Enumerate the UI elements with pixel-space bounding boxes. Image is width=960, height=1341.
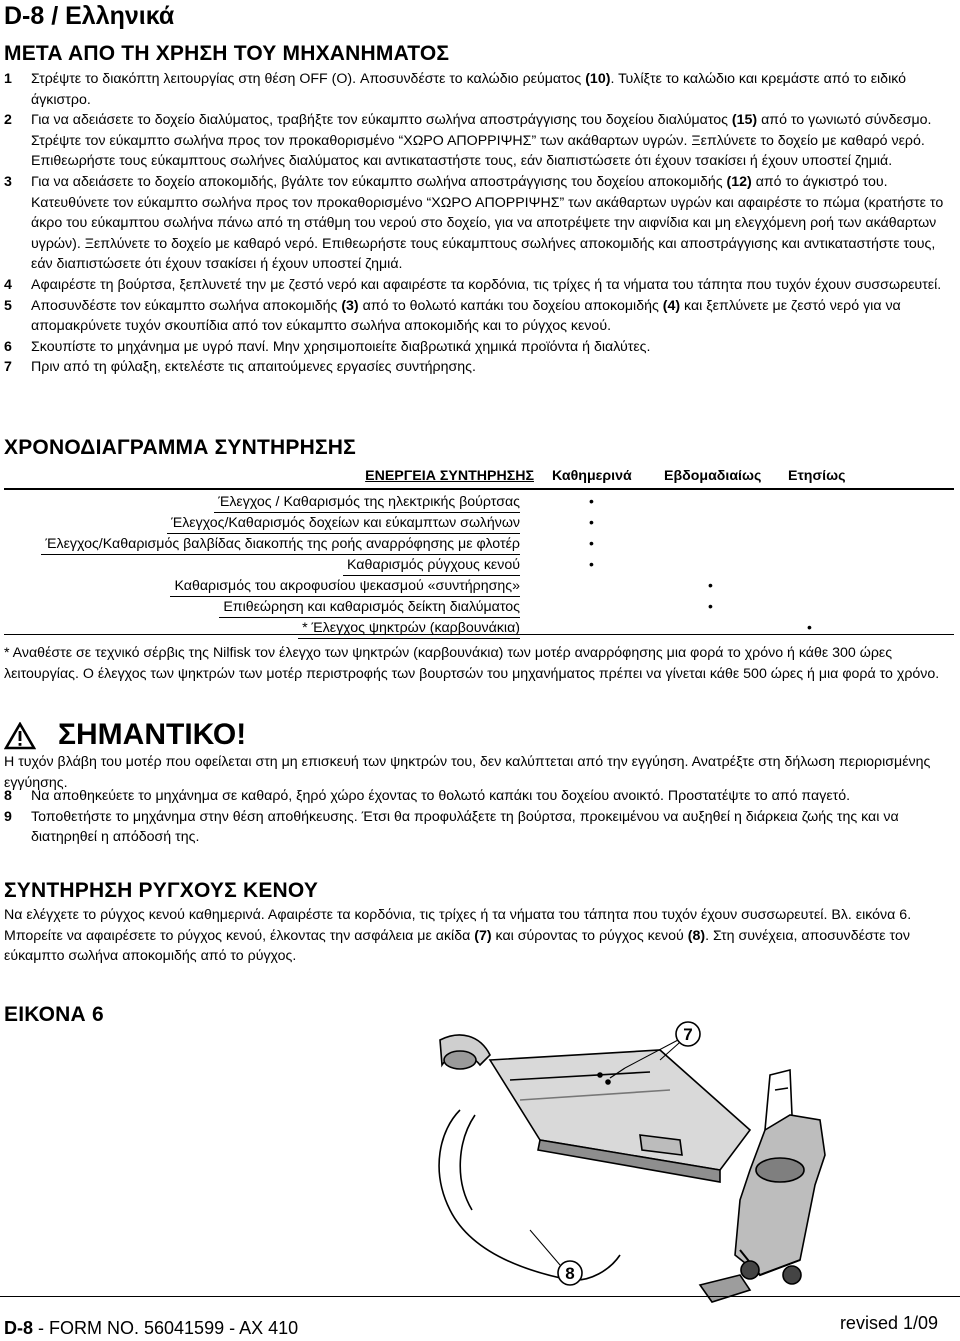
header-yearly: Ετησίως	[788, 468, 846, 484]
figure-6-illustration	[420, 1020, 940, 1320]
step-number: 1	[4, 71, 12, 87]
table-row	[4, 555, 954, 576]
table-header	[4, 468, 954, 488]
storage-steps	[4, 786, 954, 848]
frequency-bullet: •	[708, 598, 713, 614]
figure-title: ΕΙΚΟΝΑ 6	[4, 1003, 104, 1026]
footer-revision: revised 1/09	[839, 1313, 938, 1333]
task-cell: Έλεγχος / Καθαρισμός της ηλεκτρικής βούρτσας	[214, 492, 520, 513]
after-use-steps	[4, 69, 954, 378]
table-row	[4, 492, 954, 513]
step-text: Στρέψτε το διακόπτη λειτουργίας στη θέση OFF (O). Αποσυνδέστε το καλώδιο ρεύματος (10). Τυλίξτε το καλώδιο και κρεμάστε από το ειδικό άγκιστρο.	[31, 71, 907, 108]
table-bottom-rule	[4, 634, 954, 635]
task-cell: Καθαρισμός του ακροφυσίου ψεκασμού «συντήρησης»	[170, 576, 520, 597]
footer-form: - FORM NO. 56041599 - AX 410	[33, 1318, 299, 1338]
table-row	[4, 597, 954, 618]
frequency-bullet: •	[589, 493, 594, 509]
step-text: Για να αδειάσετε το δοχείο αποκομιδής, βγάλτε τον εύκαμπτο σωλήνα αποστράγγισης του δοχείου αποκομιδής (12) από το άγκιστρό του. Κατευθύνετε τον εύκαμπτο σωλήνα προς τον προκαθορισμένο “ΧΩΡΟ ΑΠΟΡΡΙΨΗΣ” των ακάθαρτων υγρών και αφαιρέστε το πώμα (κρατήστε το άκρο του εύκαμπτου σωλήνα πάνω από τη στάθμη του νερού στο δοχείο, για να αποτρέψετε την αιφνίδια και μη ελεγχόμενη ροή των ακάθαρτων υγρών). Ξεπλύνετε το δοχείο με καθαρό νερό. Επιθεωρήστε τους εύκαμπτους σωλήνες αποκομιδής και αποστράγγισης και αντικαταστήστε τους, εάν διαπιστώσετε ότι έχουν τσακίσει ή έχουν υποστεί ζημιά.	[31, 173, 944, 273]
section-title-maintenance-schedule: ΧΡΟΝΟΔΙΑΓΡΑΜΜΑ ΣΥΝΤΗΡΗΣΗΣ	[4, 436, 356, 459]
list-item	[4, 786, 954, 807]
step-text: Να αποθηκεύετε το μηχάνημα σε καθαρό, ξηρό χώρο έχοντας το θολωτό καπάκι του δοχείου ανοικτό. Προστατέψτε το από παγετό.	[31, 788, 851, 804]
frequency-bullet: •	[708, 577, 713, 593]
task-cell: Έλεγχος/Καθαρισμός βαλβίδας διακοπής της ροής αναρρόφησης με φλοτέρ	[41, 534, 520, 555]
callout-7: 7	[683, 1025, 693, 1044]
list-item	[4, 275, 954, 296]
table-row	[4, 513, 954, 534]
task-cell: Καθαρισμός ρύγχους κενού	[343, 555, 520, 576]
header-daily: Καθημερινά	[552, 468, 632, 484]
frequency-bullet: •	[807, 619, 812, 635]
task-cell: * Έλεγχος ψηκτρών (καρβουνάκια)	[298, 618, 520, 639]
frequency-bullet: •	[589, 535, 594, 551]
section-title-vacuum-shoe: ΣΥΝΤΗΡΗΣΗ ΡΥΓΧΟΥΣ ΚΕΝΟΥ	[4, 879, 319, 902]
frequency-bullet: •	[589, 556, 594, 572]
step-text: Αφαιρέστε τη βούρτσα, ξεπλυνετέ την με ζεστό νερό και αφαιρέστε τα κορδόνια, τις τρίχες ή τα νήματα του τάπητα που τυχόν έχουν συσσωρευτεί.	[31, 276, 942, 293]
header-rule	[4, 488, 954, 490]
page-title: D-8 / Ελληνικά	[4, 2, 175, 30]
task-cell: Επιθεώρηση και καθαρισμός δείκτη διαλύματος	[219, 597, 520, 618]
list-item	[4, 337, 954, 358]
header-activity: ΕΝΕΡΓΕΙΑ ΣΥΝΤΗΡΗΣΗΣ	[365, 468, 534, 484]
footer-rule	[0, 1296, 960, 1297]
brush-service-note: * Αναθέστε σε τεχνικό σέρβις της Nilfisk τον έλεγχο των ψηκτρών (καρβουνάκια) των μοτέρ αναρρόφησης μια φορά το χρόνο ή κάθε 300 ώρες λειτουργίας. Ο έλεγχος των ψηκτρών των μοτέρ περιστροφής των βουρτσών του μηχανήματος πρέπει να γίνεται κάθε 500 ώρες ή μια φορά το χρόνο.	[4, 645, 940, 682]
step-number: 2	[4, 112, 12, 129]
important-text: Η τυχόν βλάβη του μοτέρ που οφείλεται στη μη επισκευή των ψηκτρών του, δεν καλύπτεται από την εγγύηση. Ανατρέξτε στη δήλωση περιορισμένης εγγύησης.	[4, 754, 931, 791]
step-text: Σκουπίστε το μηχάνημα με υγρό πανί. Μην χρησιμοποιείτε διαβρωτικά χημικά προϊόντα ή διαλύτες.	[31, 338, 651, 355]
machine-body	[735, 1115, 825, 1275]
list-item	[4, 296, 954, 337]
list-item	[4, 357, 954, 378]
warning-icon	[4, 722, 36, 750]
step-text: Για να αδειάσετε το δοχείο διαλύματος, τραβήξτε τον εύκαμπτο σωλήνα αποστράγγισης του δοχείου διαλύματος (15) από το γωνιωτό σύνδεσμο. Στρέψτε τον εύκαμπτο σωλήνα προς τον προκαθορισμένο “ΧΩΡΟ ΑΠΟΡΡΙΨΗΣ” των ακάθαρτων υγρών. Ξεπλύνετε το δοχείο με καθαρό νερό. Επιθεωρήστε τους εύκαμπτους σωλήνες διαλύματος και αντικαταστήστε τους, εάν διαπιστώσετε ότι έχουν τσακίσει ή έχουν υποστεί ζημιά.	[31, 112, 932, 170]
list-item	[4, 110, 954, 172]
section-title-after-use: ΜΕΤΑ ΑΠΟ ΤΗ ΧΡΗΣΗ ΤΟΥ ΜΗΧΑΝΗΜΑΤΟΣ	[4, 42, 450, 65]
table-row	[4, 576, 954, 597]
step-number: 8	[4, 788, 12, 804]
list-item	[4, 172, 954, 275]
frequency-bullet: •	[589, 514, 594, 530]
important-title: ΣΗΜΑΝΤΙΚΟ!	[58, 718, 247, 751]
step-text: Πριν από τη φύλαξη, εκτελέστε τις απαιτούμενες εργασίες συντήρησης.	[31, 359, 476, 376]
table-row	[4, 534, 954, 555]
callout-8: 8	[565, 1264, 575, 1283]
footer-form-number	[4, 1318, 298, 1339]
vacuum-shoe	[490, 1050, 750, 1170]
table-row	[4, 618, 954, 639]
step-number: 5	[4, 297, 12, 314]
vacuum-shoe-text: Να ελέγχετε το ρύγχος κενού καθημερινά. Αφαιρέστε τα κορδόνια, τις τρίχες ή τα νήματα του τάπητα που τυχόν έχουν συσσωρευτεί. Βλ. εικόνα 6. Μπορείτε να αφαιρέσετε το ρύγχος κενού, έλκοντας την ασφάλεια με ακίδα (7) και σύροντας το ρύγχος κενού (8). Στη συνέχεια, αποσυνδέστε τον εύκαμπτο σωλήνα αποκομιδής από το ρύγχος.	[4, 907, 912, 965]
step-number: 7	[4, 359, 12, 376]
list-item	[4, 69, 954, 110]
task-cell: Έλεγχος/Καθαρισμός δοχείων και εύκαμπτων σωλήνων	[167, 513, 520, 534]
header-weekly: Εβδομαδιαίως	[664, 468, 762, 484]
step-text: Τοποθετήστε το μηχάνημα στην θέση αποθήκευσης. Έτσι θα προφυλάξετε τη βούρτσα, προκειμένου να αυξηθεί η διάρκεια ζωής της και να διατηρηθεί η απόδοσή της.	[31, 808, 899, 846]
step-number: 4	[4, 276, 12, 293]
step-number: 9	[4, 808, 12, 825]
step-number: 6	[4, 338, 12, 355]
step-text: Αποσυνδέστε τον εύκαμπτο σωλήνα αποκομιδής (3) από το θολωτό καπάκι του δοχείου αποκομιδής (4) και ξεπλύνετε με ζεστό νερό για να απομακρύνετε τυχόν σκουπίδια από τον εύκαμπτο σωλήνα αποκομιδής και το ρύγχος κενού.	[31, 297, 901, 335]
step-number: 3	[4, 173, 12, 190]
footer-page: D-8	[4, 1318, 34, 1338]
list-item	[4, 807, 954, 848]
